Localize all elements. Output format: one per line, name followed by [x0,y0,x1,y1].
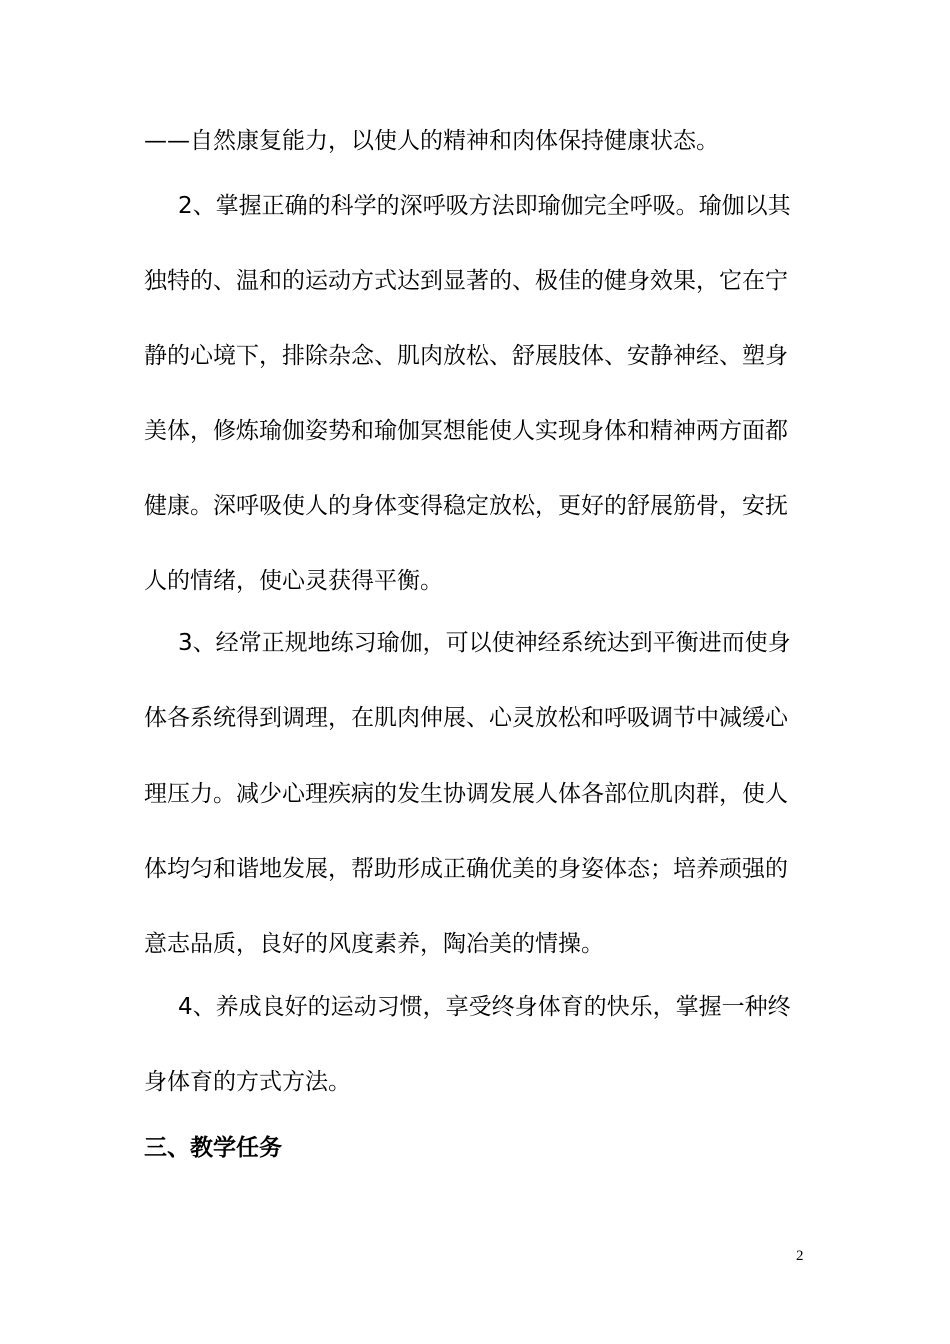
page-number: 2 [796,1248,804,1264]
text-line: 理压力。减少心理疾病的发生协调发展人体各部位肌肉群，使人 [144,781,788,807]
text-line: 美体，修炼瑜伽姿势和瑜伽冥想能使人实现身体和精神两方面都 [144,418,788,444]
text-line: 2、掌握正确的科学的深呼吸方法即瑜伽完全呼吸。瑜伽以其 [178,193,791,219]
text-line: 健康。深呼吸使人的身体变得稳定放松，更好的舒展筋骨，安抚 [144,493,788,519]
text-line: ——自然康复能力，以使人的精神和肉体保持健康状态。 [144,128,719,154]
text-line: 意志品质，良好的风度素养，陶冶美的情操。 [144,931,604,957]
text-line: 体均匀和谐地发展，帮助形成正确优美的身姿体态；培养顽强的 [144,856,788,882]
text-line: 静的心境下，排除杂念、肌肉放松、舒展肢体、安静神经、塑身 [144,343,788,369]
text-line: 4、养成良好的运动习惯，享受终身体育的快乐，掌握一种终 [178,994,791,1020]
text-line: 独特的、温和的运动方式达到显著的、极佳的健身效果，它在宁 [144,268,788,294]
text-line: 体各系统得到调理，在肌肉伸展、心灵放松和呼吸调节中减缓心 [144,705,788,731]
text-line: 人的情绪，使心灵获得平衡。 [144,568,443,594]
text-line: 3、经常正规地练习瑜伽，可以使神经系统达到平衡进而使身 [178,630,791,656]
section-heading: 三、教学任务 [144,1135,282,1161]
text-line: 身体育的方式方法。 [144,1069,351,1095]
